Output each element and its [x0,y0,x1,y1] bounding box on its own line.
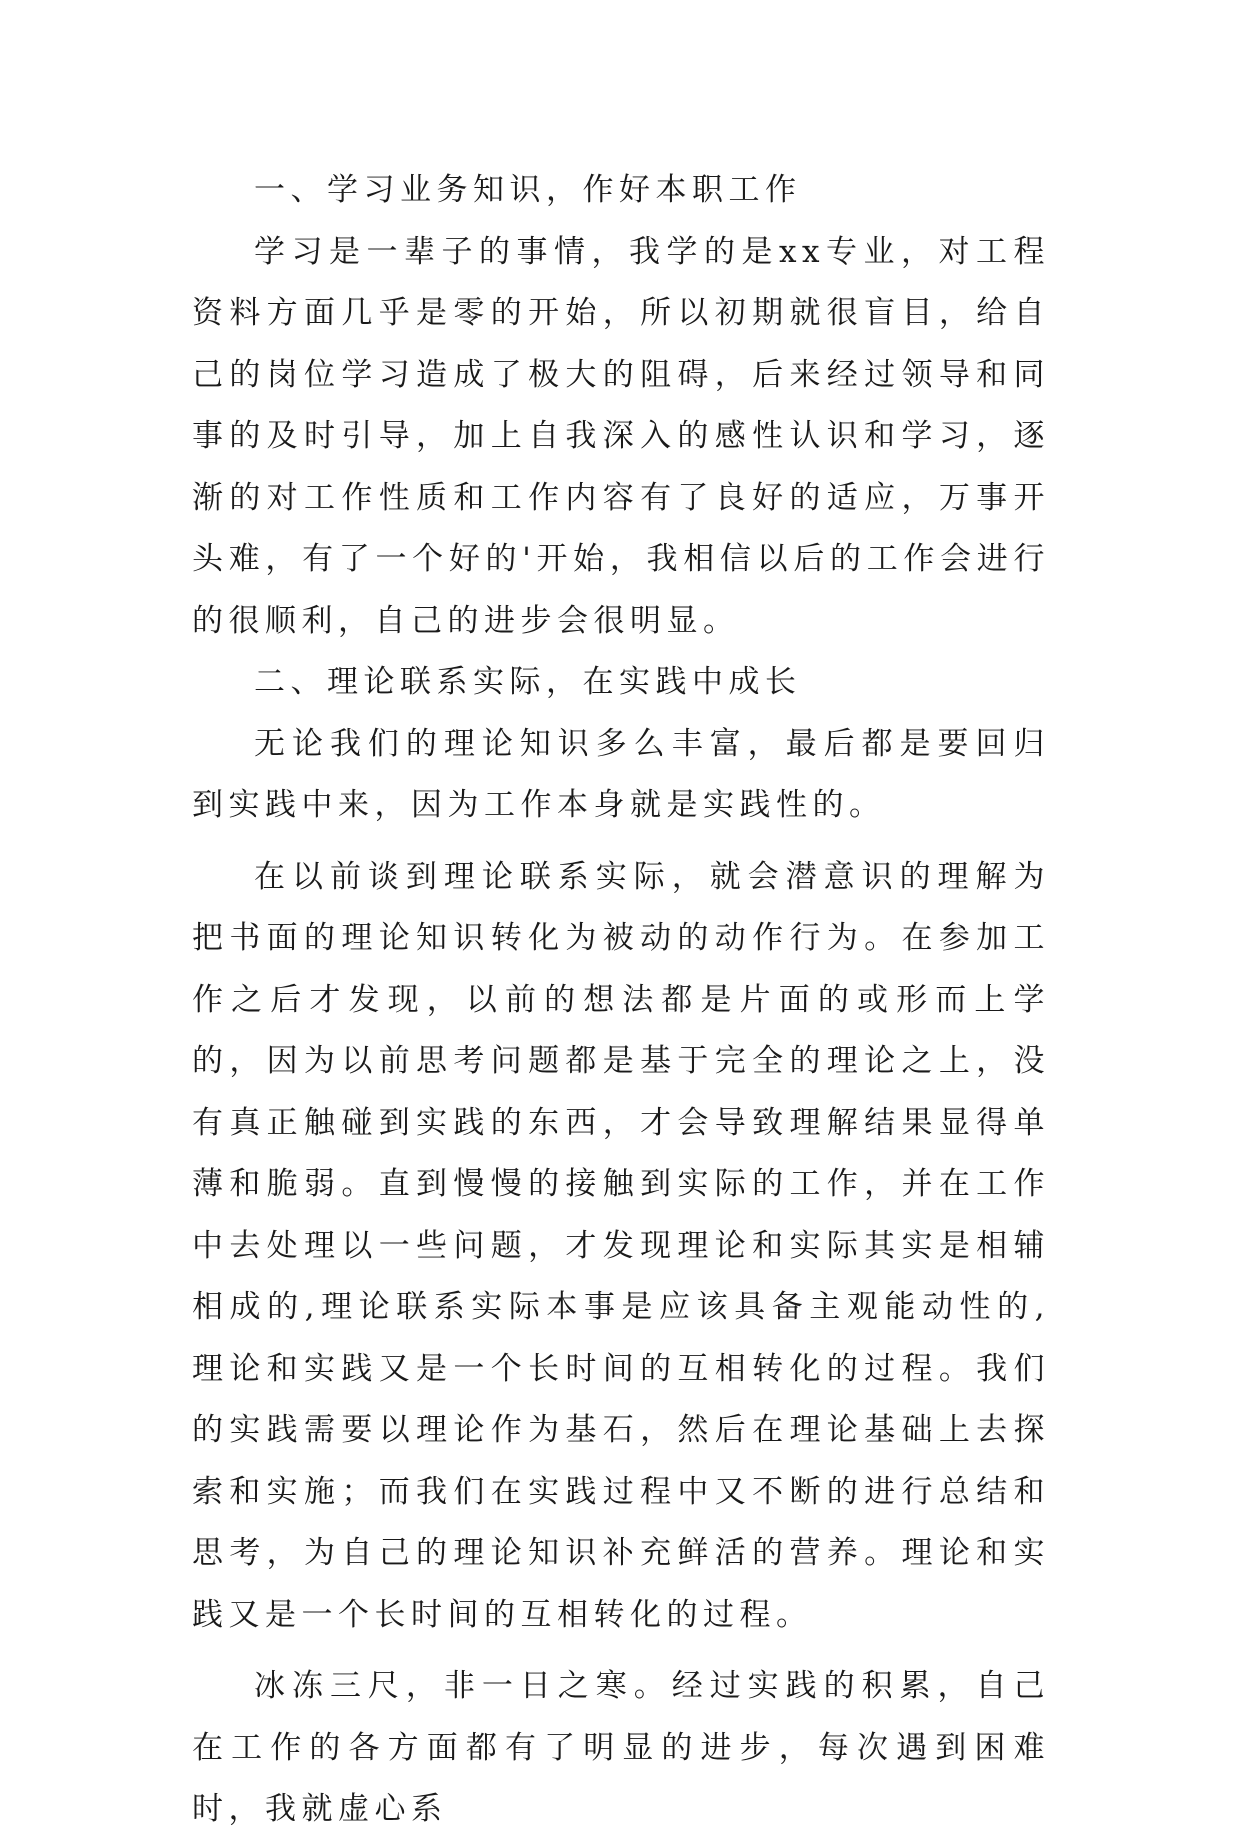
paragraph-accumulation: 冰冻三尺，非一日之寒。经过实践的积累，自己在工作的各方面都有了明显的进步，每次遇到困难时，我就虚心系 [192,1668,1050,1827]
section-heading-2: 二、理论联系实际，在实践中成长 [254,664,802,700]
section-heading-1: 一、学习业务知识，作好本职工作 [254,172,802,208]
paragraph-study: 学习是一辈子的事情，我学的是xx专业，对工程资料方面几乎是零的开始，所以初期就很盲目，给自己的岗位学习造成了极大的阻碍，后来经过领导和同事的及时引导，加上自我深入的感性认识和学习，逐渐的对工作性质和工作内容有了良好的适应，万事开头难，有了一个好的'开始，我相信以后的工作会进行的很顺利，自己的进步会很明显。 [192,233,1050,639]
paragraph-theory-practice: 在以前谈到理论联系实际，就会潜意识的理解为把书面的理论知识转化为被动的动作行为。在参加工作之后才发现，以前的想法都是片面的或形而上学的，因为以前思考问题都是基于完全的理论之上，没有真正触碰到实践的东西，才会导致理解结果显得单薄和脆弱。直到慢慢的接触到实际的工作，并在工作中去处理以一些问题，才发现理论和实际其实是相辅相成的,理论联系实际本事是应该具备主观能动性的,理论和实践又是一个长时间的互相转化的过程。我们的实践需要以理论作为基石，然后在理论基础上去探索和实施；而我们在实践过程中又不断的进行总结和思考，为自己的理论知识补充鲜活的营养。理论和实践又是一个长时间的互相转化的过程。 [192,858,1050,1633]
paragraph-practice-intro: 无论我们的理论知识多么丰富，最后都是要回归到实践中来，因为工作本身就是实践性的。 [192,725,1050,823]
document-page [192,160,1050,1841]
